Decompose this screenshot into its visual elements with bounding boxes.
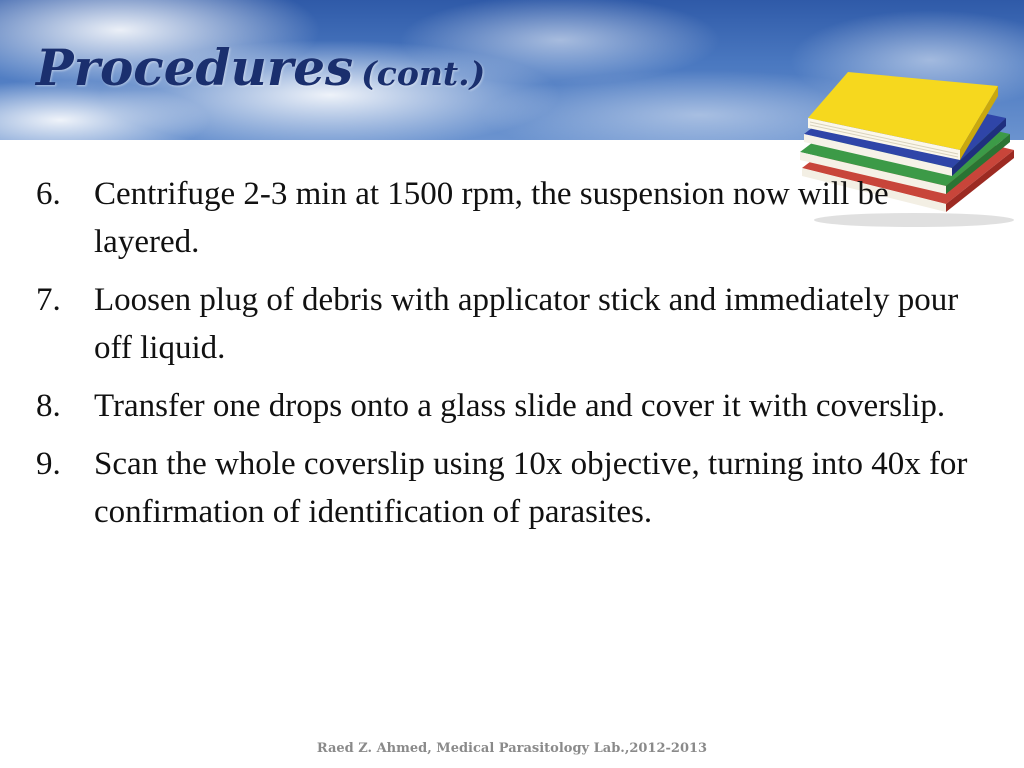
step-text: Loosen plug of debris with applicator stick and immediately pour off liquid. (94, 282, 959, 366)
title-subtitle: (cont.) (361, 54, 486, 93)
list-item (36, 440, 981, 536)
step-number: 7. (36, 282, 61, 318)
title-main: Procedures (36, 38, 354, 97)
step-text: Centrifuge 2-3 min at 1500 rpm, the suspension now will be layered. (94, 176, 889, 260)
step-number: 8. (36, 388, 61, 424)
step-text: Transfer one drops onto a glass slide and cover it with coverslip. (94, 388, 946, 424)
footer-credit: Raed Z. Ahmed, Medical Parasitology Lab.,2012-2013 (316, 741, 708, 756)
list-item (36, 170, 981, 266)
procedure-list (36, 170, 981, 546)
step-number: 6. (36, 176, 61, 212)
list-item (36, 382, 981, 430)
slide-title (36, 38, 485, 97)
step-text: Scan the whole coverslip using 10x objective, turning into 40x for confirmation of identification of parasites. (94, 446, 968, 530)
step-number: 9. (36, 446, 61, 482)
list-item (36, 276, 981, 372)
